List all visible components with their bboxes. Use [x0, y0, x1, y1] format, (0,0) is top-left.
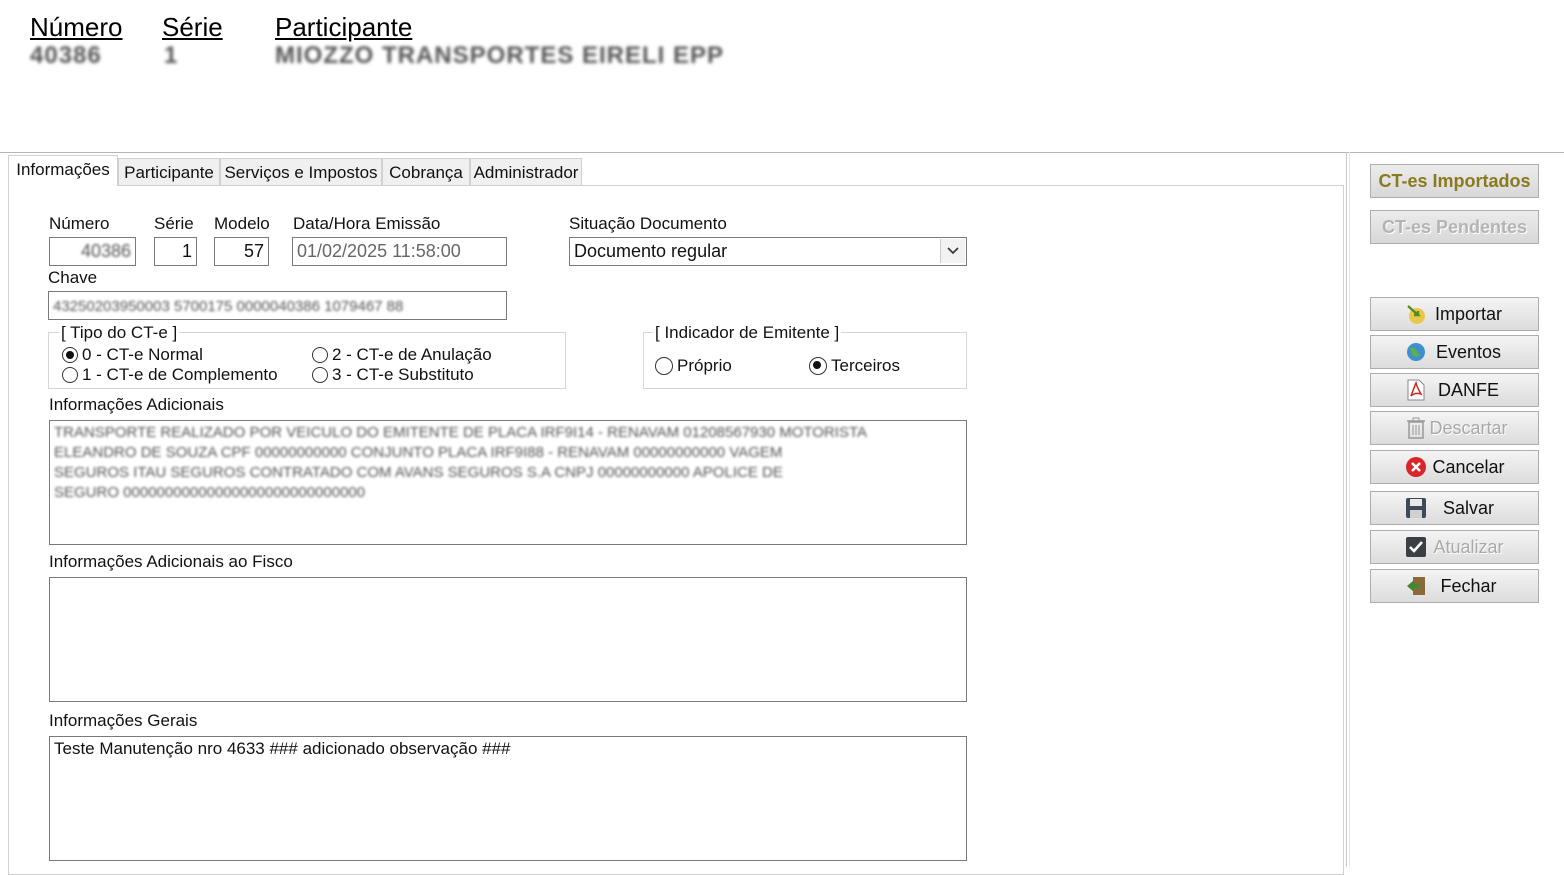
- header-serie-value: 1: [164, 42, 179, 69]
- salvar-button[interactable]: [1370, 491, 1539, 525]
- atualizar-button-label: Atualizar: [1433, 536, 1504, 557]
- info-adicionais-line: SEGUROS ITAU SEGUROS CONTRATADO COM AVANS SEGUROS S.A CNPJ 00000000000 APOLICE DE: [54, 464, 783, 481]
- radio-cte-substituto[interactable]: [312, 365, 474, 385]
- data-emissao-field[interactable]: 01/02/2025 11:58:00: [292, 237, 507, 266]
- info-gerais-label: Informações Gerais: [49, 711, 198, 730]
- tab-administrador[interactable]: Administrador: [470, 158, 582, 185]
- tab-servicos-impostos[interactable]: Serviços e Impostos: [220, 158, 382, 185]
- descartar-button-label: Descartar: [1429, 417, 1508, 438]
- radio-emitente-proprio[interactable]: [655, 356, 732, 376]
- emitente-title: [ Indicador de Emitente ]: [655, 323, 840, 342]
- exit-icon: [1403, 575, 1429, 597]
- panel-divider-highlight: [1349, 152, 1350, 867]
- radio-emitente-terceiros-label: Terceiros: [831, 356, 900, 375]
- radio-unselected-icon: [655, 357, 673, 375]
- numero-field[interactable]: [49, 237, 136, 266]
- ctes-pendentes-button[interactable]: CT-es Pendentes: [1370, 210, 1539, 244]
- tab-participante[interactable]: Participante: [118, 158, 220, 185]
- chevron-down-icon[interactable]: [940, 239, 965, 263]
- salvar-button-label: Salvar: [1442, 497, 1495, 518]
- header-serie-label: Série: [162, 12, 223, 42]
- tab-informacoes[interactable]: Informações: [8, 155, 118, 186]
- chave-label: Chave: [48, 268, 98, 287]
- serie-label: Série: [154, 214, 194, 233]
- info-fisco-textarea[interactable]: [49, 577, 967, 702]
- info-adicionais-textarea[interactable]: [49, 420, 967, 545]
- info-adicionais-label: Informações Adicionais: [49, 395, 224, 414]
- info-adicionais-line: ELEANDRO DE SOUZA CPF 00000000000 CONJUNTO PLACA IRF9I88 - RENAVAM 00000000000 VAGEM: [54, 444, 783, 461]
- save-icon: [1403, 497, 1429, 519]
- eventos-button[interactable]: [1370, 335, 1539, 369]
- radio-cte-normal[interactable]: [62, 345, 203, 365]
- info-adicionais-line: SEGURO 00000000000000000000000000000: [54, 484, 366, 501]
- situacao-select[interactable]: [569, 237, 967, 266]
- radio-cte-anulacao-label: 2 - CT-e de Anulação: [332, 345, 492, 364]
- panel-divider: [1346, 152, 1347, 867]
- tipo-cte-title: [ Tipo do CT-e ]: [61, 323, 178, 342]
- descartar-button[interactable]: [1370, 411, 1539, 445]
- header-participante-value: MIOZZO TRANSPORTES EIRELI EPP: [275, 42, 725, 69]
- situacao-select-value: Documento regular: [574, 241, 728, 261]
- fechar-button-label: Fechar: [1440, 575, 1497, 596]
- header-numero-label: Número: [30, 12, 123, 42]
- radio-selected-icon: [62, 347, 78, 363]
- modelo-label: Modelo: [214, 214, 270, 233]
- eventos-button-label: Eventos: [1435, 341, 1502, 362]
- ctes-importados-button[interactable]: CT-es Importados: [1370, 164, 1539, 198]
- cancelar-button-label: Cancelar: [1432, 456, 1505, 477]
- numero-field-value: 40386: [80, 241, 131, 261]
- atualizar-button[interactable]: [1370, 530, 1539, 564]
- trash-icon: [1403, 417, 1429, 439]
- radio-cte-complemento-label: 1 - CT-e de Complemento: [82, 365, 278, 384]
- serie-field[interactable]: 1: [154, 237, 197, 266]
- cancelar-button[interactable]: [1370, 450, 1539, 484]
- header-participante-label: Participante: [275, 12, 413, 42]
- chave-field[interactable]: [48, 291, 507, 320]
- radio-unselected-icon: [312, 367, 328, 383]
- danfe-button-label: DANFE: [1437, 379, 1499, 400]
- radio-cte-complemento[interactable]: [62, 365, 278, 385]
- info-fisco-label: Informações Adicionais ao Fisco: [49, 552, 293, 571]
- danfe-button[interactable]: [1370, 373, 1539, 407]
- radio-selected-icon: [809, 357, 827, 375]
- header-separator: [0, 152, 1564, 153]
- tab-cobranca[interactable]: Cobrança: [382, 158, 470, 185]
- info-gerais-textarea[interactable]: Teste Manutenção nro 4633 ### adicionado observação ###: [49, 736, 967, 861]
- situacao-label: Situação Documento: [569, 214, 727, 233]
- data-emissao-label: Data/Hora Emissão: [293, 214, 441, 233]
- radio-unselected-icon: [312, 347, 328, 363]
- importar-button[interactable]: [1370, 297, 1539, 331]
- radio-emitente-terceiros[interactable]: [809, 356, 900, 376]
- chave-field-value: 43250203950003 5700175 0000040386 1079467 88: [53, 298, 404, 315]
- radio-cte-substituto-label: 3 - CT-e Substituto: [332, 365, 474, 384]
- import-icon: [1403, 303, 1429, 325]
- info-adicionais-line: TRANSPORTE REALIZADO POR VEICULO DO EMITENTE DE PLACA IRF9I14 - RENAVAM 01208567930 MOTORISTA: [54, 424, 868, 441]
- fechar-button[interactable]: [1370, 569, 1539, 603]
- radio-cte-anulacao[interactable]: [312, 345, 492, 365]
- modelo-field[interactable]: 57: [214, 237, 269, 266]
- pdf-icon: [1403, 379, 1429, 401]
- radio-cte-normal-label: 0 - CT-e Normal: [82, 345, 203, 364]
- radio-emitente-proprio-label: Próprio: [677, 356, 732, 375]
- numero-label: Número: [49, 214, 110, 233]
- importar-button-label: Importar: [1434, 303, 1503, 324]
- check-icon: [1403, 536, 1429, 558]
- cancel-icon: [1403, 456, 1429, 478]
- globe-icon: [1403, 341, 1429, 363]
- radio-unselected-icon: [62, 367, 78, 383]
- tab-strip: [8, 155, 588, 186]
- header-numero-value: 40386: [30, 42, 102, 69]
